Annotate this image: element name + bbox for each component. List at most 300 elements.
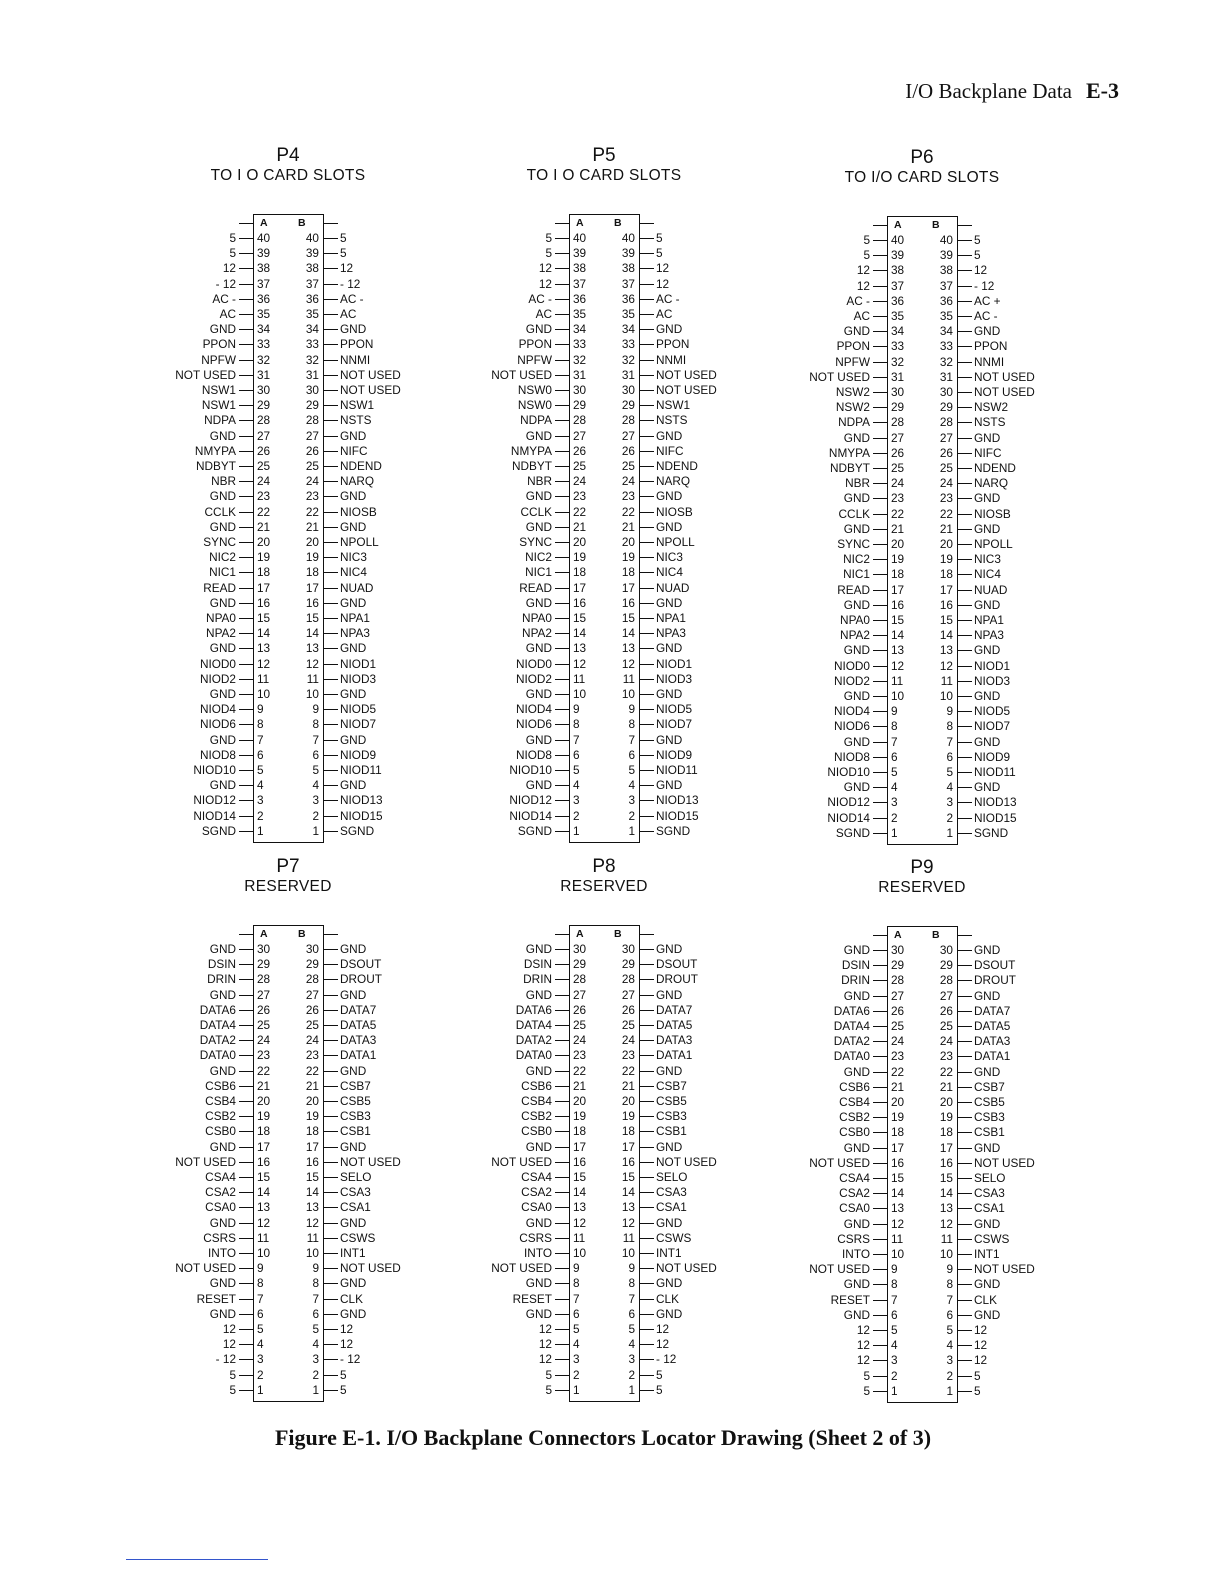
header-lead: [640, 934, 654, 935]
b-side-signal: AC -: [974, 309, 998, 323]
pin-row: [802, 339, 1122, 354]
header-lead: [640, 223, 654, 224]
a-side-pin: 6: [891, 1307, 898, 1322]
a-side-pin: 34: [257, 322, 271, 337]
b-side-lead: [324, 344, 338, 345]
pin-row: [168, 778, 488, 793]
b-side-pin: 22: [305, 504, 319, 519]
b-side-pin: 15: [621, 611, 635, 625]
b-side-pin: 1: [312, 1382, 319, 1397]
b-side-pin: 27: [305, 987, 319, 1002]
a-side-pin: 21: [573, 1078, 587, 1093]
pin-row: [168, 717, 488, 732]
a-side-pin: 32: [573, 352, 587, 367]
a-side-lead: [555, 979, 569, 980]
a-side-pin: 12: [257, 1215, 271, 1230]
b-side-pin: 26: [621, 1002, 635, 1017]
a-side-pin: 27: [891, 988, 905, 1003]
pin-row: [168, 246, 488, 261]
a-side-pin: 1: [573, 1382, 580, 1397]
b-side-pin: 19: [621, 550, 635, 565]
a-side-signal: DSIN: [207, 957, 236, 972]
a-side-pin: 17: [891, 582, 905, 597]
pin-row: [802, 719, 1122, 734]
a-side-signal: READ: [837, 582, 870, 597]
a-side-lead: [873, 1163, 887, 1164]
pin-row: [802, 1247, 1122, 1262]
pin-row: [484, 383, 804, 398]
b-side-pin: 23: [939, 491, 953, 506]
b-side-lead: [640, 1329, 654, 1330]
a-side-signal: NIC1: [525, 565, 552, 580]
pin-row: [802, 1095, 1122, 1110]
b-side-lead: [324, 1086, 338, 1087]
pin-row: [484, 1368, 804, 1383]
a-side-pin: 16: [573, 595, 587, 610]
a-side-signal: NOT USED: [809, 1262, 870, 1277]
b-side-lead: [640, 1314, 654, 1315]
pin-row: [484, 641, 804, 656]
a-side-signal: CSRS: [203, 1230, 236, 1245]
pin-row: [802, 1308, 1122, 1323]
a-side-lead: [239, 1344, 253, 1345]
a-side-lead: [873, 635, 887, 636]
b-side-pin: 35: [621, 307, 635, 321]
b-side-pin: 8: [628, 1276, 635, 1291]
pin-row: [802, 415, 1122, 430]
a-side-signal: NIOD10: [193, 763, 236, 777]
a-side-signal: 5: [545, 1382, 552, 1397]
a-side-signal: DATA2: [833, 1034, 870, 1049]
pin-row: [802, 1019, 1122, 1034]
a-side-lead: [239, 451, 253, 452]
a-side-signal: INTO: [524, 1246, 552, 1260]
a-side-pin: 25: [891, 1019, 905, 1033]
connector-name: P4: [276, 145, 300, 166]
b-side-lead: [640, 268, 654, 269]
b-side-lead: [958, 1239, 972, 1240]
b-side-signal: NOT USED: [656, 1261, 717, 1276]
a-side-signal: NDPA: [204, 413, 236, 428]
a-side-signal: GND: [843, 1307, 870, 1322]
b-side-lead: [958, 407, 972, 408]
a-side-signal: DSIN: [523, 957, 552, 972]
b-side-pin: 4: [312, 778, 319, 793]
b-side-signal: NOT USED: [974, 1262, 1035, 1277]
a-side-lead: [555, 1253, 569, 1254]
a-side-pin: 27: [257, 987, 271, 1002]
b-side-signal: 12: [656, 276, 670, 291]
a-side-lead: [555, 831, 569, 832]
b-side-lead: [324, 572, 338, 573]
b-side-pin: 25: [305, 1018, 319, 1032]
pin-row: [484, 611, 804, 626]
a-side-lead: [239, 1071, 253, 1072]
b-side-signal: NPA3: [974, 628, 1004, 643]
a-side-lead: [555, 527, 569, 528]
b-side-lead: [640, 1375, 654, 1376]
connector-subtitle: TO I O CARD SLOTS: [526, 167, 682, 184]
a-side-pin: 13: [891, 643, 905, 658]
b-side-pin: 18: [621, 1124, 635, 1139]
a-side-signal: NIOD8: [199, 747, 236, 762]
a-side-pin: 14: [257, 626, 271, 641]
b-side-signal: NIFC: [656, 443, 684, 458]
a-side-signal: PPON: [202, 337, 236, 352]
b-side-signal: CSA1: [974, 1201, 1005, 1216]
a-side-pin: 15: [573, 1170, 587, 1184]
a-side-lead: [239, 740, 253, 741]
a-side-lead: [239, 709, 253, 710]
pin-row: [802, 1201, 1122, 1216]
a-side-lead: [555, 1086, 569, 1087]
a-side-lead: [555, 1329, 569, 1330]
b-side-signal: CSB5: [340, 1094, 371, 1108]
a-side-lead: [873, 650, 887, 651]
a-side-pin: 20: [257, 535, 271, 549]
a-side-pin: 33: [257, 337, 271, 352]
a-side-lead: [873, 1376, 887, 1377]
b-side-lead: [324, 694, 338, 695]
header-title: I/O Backplane Data: [905, 79, 1072, 103]
b-side-lead: [324, 1268, 338, 1269]
pin-row: [802, 461, 1122, 476]
a-side-pin: 16: [257, 595, 271, 610]
b-side-lead: [324, 648, 338, 649]
b-side-lead: [958, 301, 972, 302]
a-side-signal: RESET: [830, 1292, 870, 1307]
column-header-a: A: [894, 219, 902, 231]
b-side-pin: 13: [621, 641, 635, 656]
b-side-signal: NUAD: [340, 580, 374, 595]
pin-row: [168, 626, 488, 641]
b-side-pin: 6: [312, 1306, 319, 1321]
b-side-pin: 4: [628, 1337, 635, 1352]
a-side-lead: [239, 785, 253, 786]
b-side-signal: 12: [340, 1337, 354, 1352]
b-side-lead: [958, 681, 972, 682]
a-side-lead: [239, 831, 253, 832]
b-side-lead: [958, 377, 972, 378]
b-side-signal: DATA3: [340, 1033, 377, 1048]
pin-row: [802, 598, 1122, 613]
b-side-pin: 18: [939, 1125, 953, 1140]
a-side-signal: AC -: [528, 291, 552, 306]
a-side-lead: [873, 666, 887, 667]
a-side-signal: GND: [525, 1306, 552, 1321]
a-side-pin: 7: [573, 1291, 580, 1306]
pin-row: [802, 689, 1122, 704]
a-side-pin: 29: [891, 400, 905, 415]
pin-row: [168, 1337, 488, 1352]
a-side-lead: [873, 1330, 887, 1331]
a-side-signal: NSW2: [835, 400, 870, 415]
a-side-signal: NIOD4: [515, 702, 552, 717]
a-side-signal: INTO: [842, 1247, 870, 1261]
b-side-signal: NOT USED: [656, 1154, 717, 1169]
b-side-lead: [640, 979, 654, 980]
a-side-pin: 2: [891, 810, 898, 825]
b-side-pin: 22: [939, 1064, 953, 1079]
b-side-lead: [324, 496, 338, 497]
a-side-lead: [873, 1284, 887, 1285]
pin-row: [484, 672, 804, 687]
b-side-lead: [640, 329, 654, 330]
b-side-pin: 12: [621, 1215, 635, 1230]
b-side-pin: 13: [305, 1200, 319, 1215]
b-side-signal: 5: [340, 246, 347, 261]
pin-row: [802, 1049, 1122, 1064]
pin-row: [802, 248, 1122, 263]
a-side-lead: [873, 453, 887, 454]
b-side-signal: GND: [974, 988, 1001, 1003]
b-side-pin: 30: [305, 383, 319, 397]
b-side-pin: 7: [946, 1292, 953, 1307]
a-side-signal: CSA4: [521, 1170, 552, 1184]
a-side-lead: [239, 694, 253, 695]
pin-row: [802, 1323, 1122, 1338]
b-side-signal: CSB3: [974, 1110, 1005, 1125]
b-side-signal: DROUT: [340, 972, 382, 987]
a-side-signal: READ: [519, 580, 552, 595]
a-side-pin: 15: [891, 613, 905, 627]
figure-caption: Figure E-1. I/O Backplane Connectors Locator Drawing (Sheet 2 of 3): [274, 1425, 932, 1450]
b-side-signal: GND: [656, 1063, 683, 1078]
a-side-pin: 12: [891, 658, 905, 673]
b-side-pin: 28: [305, 413, 319, 428]
a-side-pin: 20: [573, 1094, 587, 1108]
pin-row: [802, 507, 1122, 522]
b-side-pin: 22: [621, 1063, 635, 1078]
b-side-pin: 3: [312, 793, 319, 808]
a-side-lead: [555, 724, 569, 725]
a-side-pin: 23: [891, 491, 905, 506]
b-side-lead: [324, 1010, 338, 1011]
b-side-signal: NIOD3: [656, 671, 693, 686]
a-side-pin: 11: [573, 1230, 586, 1245]
pin-row: [168, 824, 488, 839]
a-side-signal: 12: [222, 1322, 236, 1336]
b-side-signal: GND: [974, 780, 1001, 795]
a-side-pin: 23: [257, 489, 271, 504]
a-side-pin: 3: [573, 793, 580, 808]
b-side-lead: [324, 800, 338, 801]
b-side-signal: NUAD: [974, 582, 1008, 597]
b-side-signal: GND: [340, 1306, 367, 1321]
pin-row: [168, 307, 488, 322]
pin-row: [168, 672, 488, 687]
a-side-signal: 5: [229, 1382, 236, 1397]
b-side-signal: GND: [340, 519, 367, 534]
a-side-signal: DATA0: [833, 1049, 870, 1064]
a-side-pin: 25: [573, 459, 587, 473]
a-side-pin: 28: [891, 415, 905, 430]
b-side-pin: 39: [939, 248, 953, 263]
a-side-lead: [873, 681, 887, 682]
b-side-signal: NIOD7: [974, 719, 1011, 734]
b-side-signal: CLK: [656, 1291, 679, 1306]
b-side-lead: [958, 1148, 972, 1149]
a-side-lead: [555, 770, 569, 771]
b-side-signal: NIOD1: [656, 656, 693, 671]
a-side-pin: 5: [573, 1322, 580, 1336]
a-side-lead: [239, 1238, 253, 1239]
a-side-pin: 8: [573, 717, 580, 732]
a-side-signal: GND: [209, 322, 236, 337]
a-side-lead: [555, 1192, 569, 1193]
b-side-signal: DATA5: [656, 1018, 693, 1032]
b-side-lead: [640, 949, 654, 950]
b-side-pin: 21: [621, 519, 635, 534]
a-side-lead: [239, 466, 253, 467]
a-side-pin: 27: [891, 430, 905, 445]
b-side-pin: 24: [939, 476, 953, 491]
pin-row: [484, 489, 804, 504]
a-side-signal: GND: [209, 1306, 236, 1321]
b-side-lead: [640, 648, 654, 649]
pin-row: [802, 1141, 1122, 1156]
a-side-lead: [873, 1391, 887, 1392]
b-side-lead: [324, 1238, 338, 1239]
a-side-pin: 4: [891, 780, 898, 795]
column-header-a: A: [260, 217, 268, 229]
pin-row: [802, 355, 1122, 370]
b-side-pin: 6: [628, 747, 635, 762]
b-side-lead: [958, 605, 972, 606]
pin-row: [168, 1140, 488, 1155]
b-side-lead: [324, 557, 338, 558]
pin-row: [168, 733, 488, 748]
b-side-signal: DATA3: [656, 1033, 693, 1048]
a-side-pin: 9: [573, 1261, 580, 1276]
b-side-lead: [324, 618, 338, 619]
connector-subtitle: RESERVED: [560, 878, 648, 895]
a-side-lead: [555, 949, 569, 950]
a-side-signal: NBR: [527, 474, 552, 489]
pin-row: [802, 583, 1122, 598]
b-side-signal: DATA7: [656, 1002, 693, 1017]
pin-row: [168, 322, 488, 337]
b-side-signal: GND: [974, 1064, 1001, 1079]
a-side-pin: 12: [573, 1215, 587, 1230]
pin-row: [484, 1261, 804, 1276]
a-side-pin: 34: [573, 322, 587, 337]
b-side-signal: DATA3: [974, 1034, 1011, 1049]
a-side-signal: NIOD0: [833, 658, 870, 673]
b-side-signal: NSTS: [656, 413, 688, 428]
a-side-signal: GND: [843, 780, 870, 795]
pin-row: [168, 1200, 488, 1215]
b-side-signal: GND: [340, 1139, 367, 1154]
a-side-pin: 13: [891, 1201, 905, 1216]
pin-row: [484, 957, 804, 972]
pin-row: [484, 1018, 804, 1033]
b-side-pin: 23: [305, 1048, 319, 1063]
b-side-lead: [958, 1391, 972, 1392]
b-side-lead: [640, 253, 654, 254]
b-side-lead: [958, 818, 972, 819]
b-side-pin: 26: [621, 443, 635, 458]
b-side-pin: 30: [939, 943, 953, 957]
b-side-pin: 11: [940, 673, 953, 688]
page-header: [905, 78, 1119, 104]
a-side-pin: 40: [257, 231, 271, 245]
b-side-signal: GND: [974, 1277, 1001, 1292]
a-side-pin: 29: [257, 957, 271, 972]
a-side-lead: [555, 995, 569, 996]
b-side-lead: [640, 405, 654, 406]
b-side-pin: 17: [305, 580, 319, 595]
pin-row: [802, 795, 1122, 810]
b-side-signal: NIOD1: [340, 656, 377, 671]
a-side-lead: [555, 1238, 569, 1239]
b-side-signal: DATA1: [340, 1048, 377, 1063]
b-side-pin: 5: [946, 765, 953, 779]
b-side-pin: 20: [621, 535, 635, 549]
b-side-lead: [958, 650, 972, 651]
a-side-signal: AC -: [212, 291, 236, 306]
a-side-pin: 21: [257, 1078, 271, 1093]
pin-row: [168, 231, 488, 246]
a-side-pin: 19: [891, 1110, 905, 1125]
a-side-pin: 7: [891, 734, 898, 749]
b-side-pin: 27: [939, 988, 953, 1003]
b-side-signal: SGND: [340, 823, 375, 838]
pin-row: [802, 674, 1122, 689]
b-side-pin: 31: [939, 369, 953, 384]
a-side-lead: [555, 557, 569, 558]
a-side-signal: DATA6: [515, 1002, 552, 1017]
a-side-pin: 30: [573, 942, 587, 956]
pin-row: [168, 1352, 488, 1367]
column-header-b: B: [298, 217, 306, 229]
a-side-lead: [239, 1131, 253, 1132]
b-side-pin: 30: [939, 385, 953, 399]
b-side-lead: [958, 1269, 972, 1270]
pin-row: [168, 459, 488, 474]
b-side-pin: 27: [621, 987, 635, 1002]
b-side-signal: NIOD11: [340, 763, 382, 777]
b-side-signal: GND: [974, 734, 1001, 749]
b-side-lead: [324, 1314, 338, 1315]
a-side-pin: 2: [257, 808, 264, 823]
pin-row: [802, 1338, 1122, 1353]
b-side-signal: GND: [656, 489, 683, 504]
b-side-lead: [640, 618, 654, 619]
b-side-pin: 9: [312, 1261, 319, 1276]
b-side-pin: 7: [628, 1291, 635, 1306]
b-side-signal: SELO: [974, 1171, 1006, 1185]
a-side-signal: CSA2: [205, 1185, 236, 1200]
a-side-pin: 39: [257, 246, 271, 261]
b-side-lead: [324, 1116, 338, 1117]
b-side-signal: INT1: [340, 1246, 366, 1260]
b-side-pin: 12: [939, 1216, 953, 1231]
a-side-signal: 12: [856, 263, 870, 278]
connector-subtitle: TO I/O CARD SLOTS: [844, 169, 1000, 186]
b-side-lead: [324, 238, 338, 239]
b-side-lead: [958, 1376, 972, 1377]
b-side-pin: 15: [305, 1170, 319, 1184]
pin-row: [484, 1109, 804, 1124]
b-side-signal: NDEND: [656, 459, 698, 473]
a-side-lead: [873, 407, 887, 408]
pin-row: [168, 942, 488, 957]
a-side-lead: [873, 1254, 887, 1255]
a-side-pin: 36: [891, 293, 905, 308]
b-side-lead: [640, 603, 654, 604]
b-side-lead: [324, 253, 338, 254]
